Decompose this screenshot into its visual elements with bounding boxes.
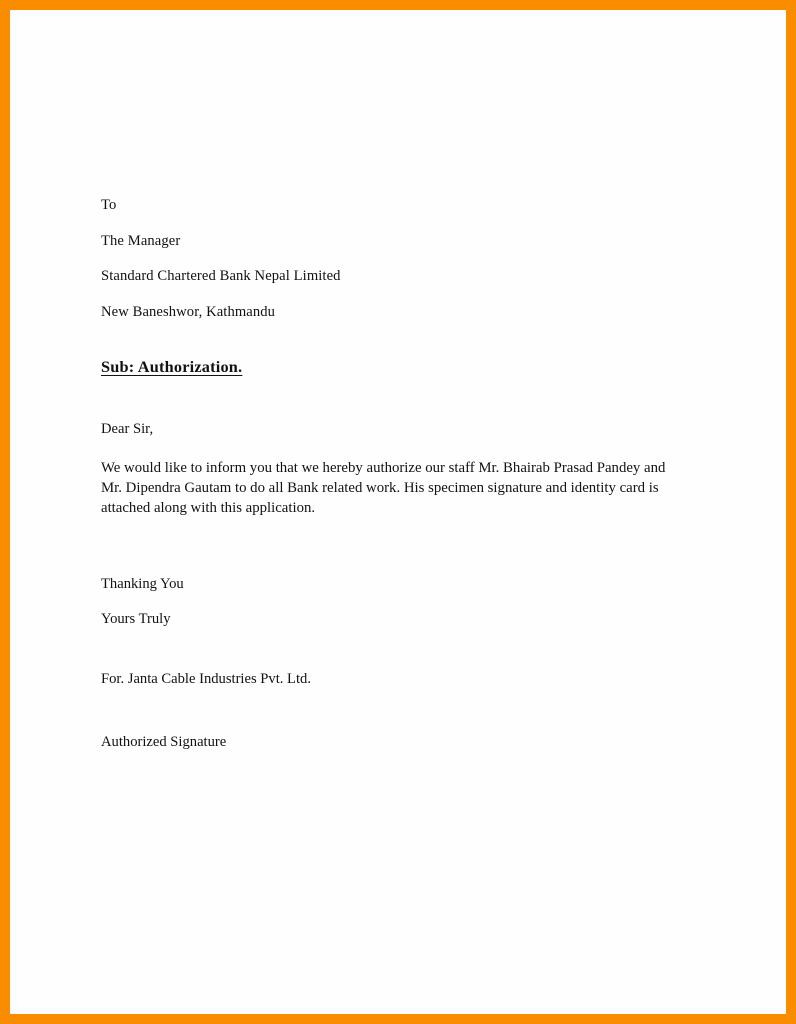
recipient-line-bank: Standard Chartered Bank Nepal Limited <box>101 268 341 285</box>
letter-page <box>10 10 786 1014</box>
body-paragraph: We would like to inform you that we hereby authorize our staff Mr. Bhairab Prasad Pandey and Mr. Dipendra Gautam to do all Bank related work. His specimen signature and identity card is attached along with this application. <box>101 459 666 517</box>
authorized-signature-label: Authorized Signature <box>101 733 227 750</box>
company-name: For. Janta Cable Industries Pvt. Ltd. <box>101 670 311 687</box>
closing-thanks: Thanking You <box>101 575 184 592</box>
recipient-line-address: New Baneshwor, Kathmandu <box>101 303 276 320</box>
recipient-line-manager: The Manager <box>101 232 181 249</box>
letter-content <box>101 198 685 749</box>
recipient-block <box>101 198 685 319</box>
salutation: Dear Sir, <box>101 420 154 437</box>
subject-block <box>101 359 685 376</box>
closing-valediction: Yours Truly <box>101 611 171 628</box>
subject-heading: Sub: Authorization. <box>101 357 243 377</box>
to-label: To <box>101 197 117 213</box>
